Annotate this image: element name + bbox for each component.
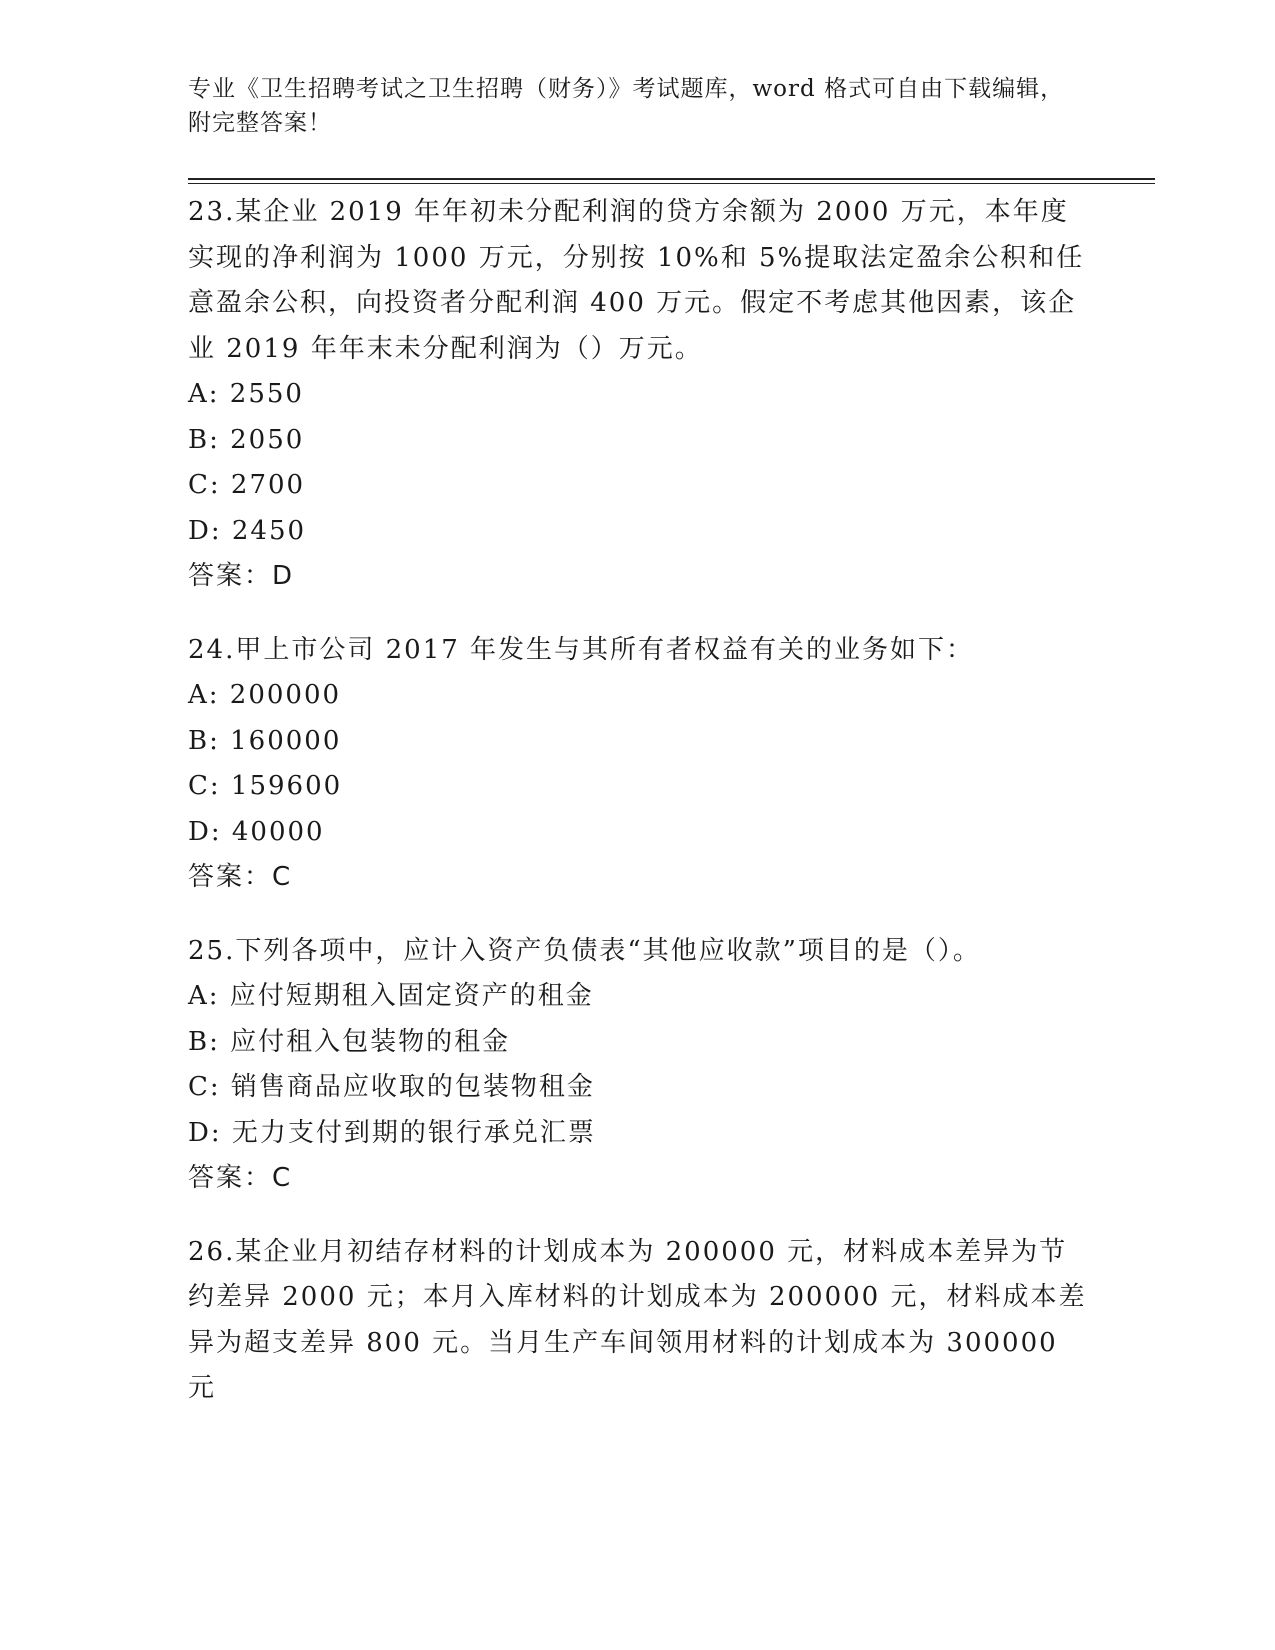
- answer-line: 答案：C: [188, 1163, 293, 1193]
- question-stem: 26.某企业月初结存材料的计划成本为 200000 元，材料成本差异为节约差异 2000 元；本月入库材料的计划成本为 200000 元，材料成本差异为超支差异 800 元。当月生产车间领用材料的计划成本为 300000 元: [188, 1236, 1087, 1403]
- answer-line: 答案：C: [188, 862, 293, 892]
- option-b: B: 2050: [188, 424, 305, 455]
- header-divider-thin: [188, 183, 1155, 184]
- option-a: A: 2550: [188, 379, 304, 409]
- option-d: D: 无力支付到期的银行承兑汇票: [188, 1117, 596, 1148]
- option-d: D: 2450: [188, 515, 307, 546]
- answer-line: 答案：D: [188, 561, 295, 591]
- option-b: B: 应付租入包装物的租金: [188, 1026, 511, 1057]
- option-c: C: 销售商品应收取的包装物租金: [188, 1072, 595, 1102]
- question-list: [188, 190, 1088, 1440]
- option-b: B: 160000: [188, 725, 342, 756]
- question-23: [188, 190, 1088, 600]
- option-a: A: 应付短期租入固定资产的租金: [188, 981, 594, 1011]
- question-stem: 25.下列各项中，应计入资产负债表“其他应收款”项目的是（）。: [188, 935, 981, 966]
- question-25: [188, 929, 1088, 1202]
- option-d: D: 40000: [188, 816, 325, 847]
- question-stem: 23.某企业 2019 年年初未分配利润的贷方余额为 2000 万元，本年度实现的净利润为 1000 万元，分别按 10%和 5%提取法定盈余公积和任意盈余公积，向投资者分配利润 400 万元。假定不考虑其他因素，该企业 2019 年年末未分配利润为（）万元。: [188, 197, 1085, 364]
- header-divider-thick: [188, 178, 1155, 180]
- question-26: [188, 1230, 1088, 1412]
- option-a: A: 200000: [188, 680, 342, 710]
- question-stem: 24.甲上市公司 2017 年发生与其所有者权益有关的业务如下：: [188, 634, 975, 665]
- question-24: [188, 628, 1088, 901]
- document-header: 专业《卫生招聘考试之卫生招聘（财务）》考试题库，word 格式可自由下载编辑，附完整答案！: [188, 76, 1065, 136]
- option-c: C: 159600: [188, 771, 343, 801]
- option-c: C: 2700: [188, 470, 306, 500]
